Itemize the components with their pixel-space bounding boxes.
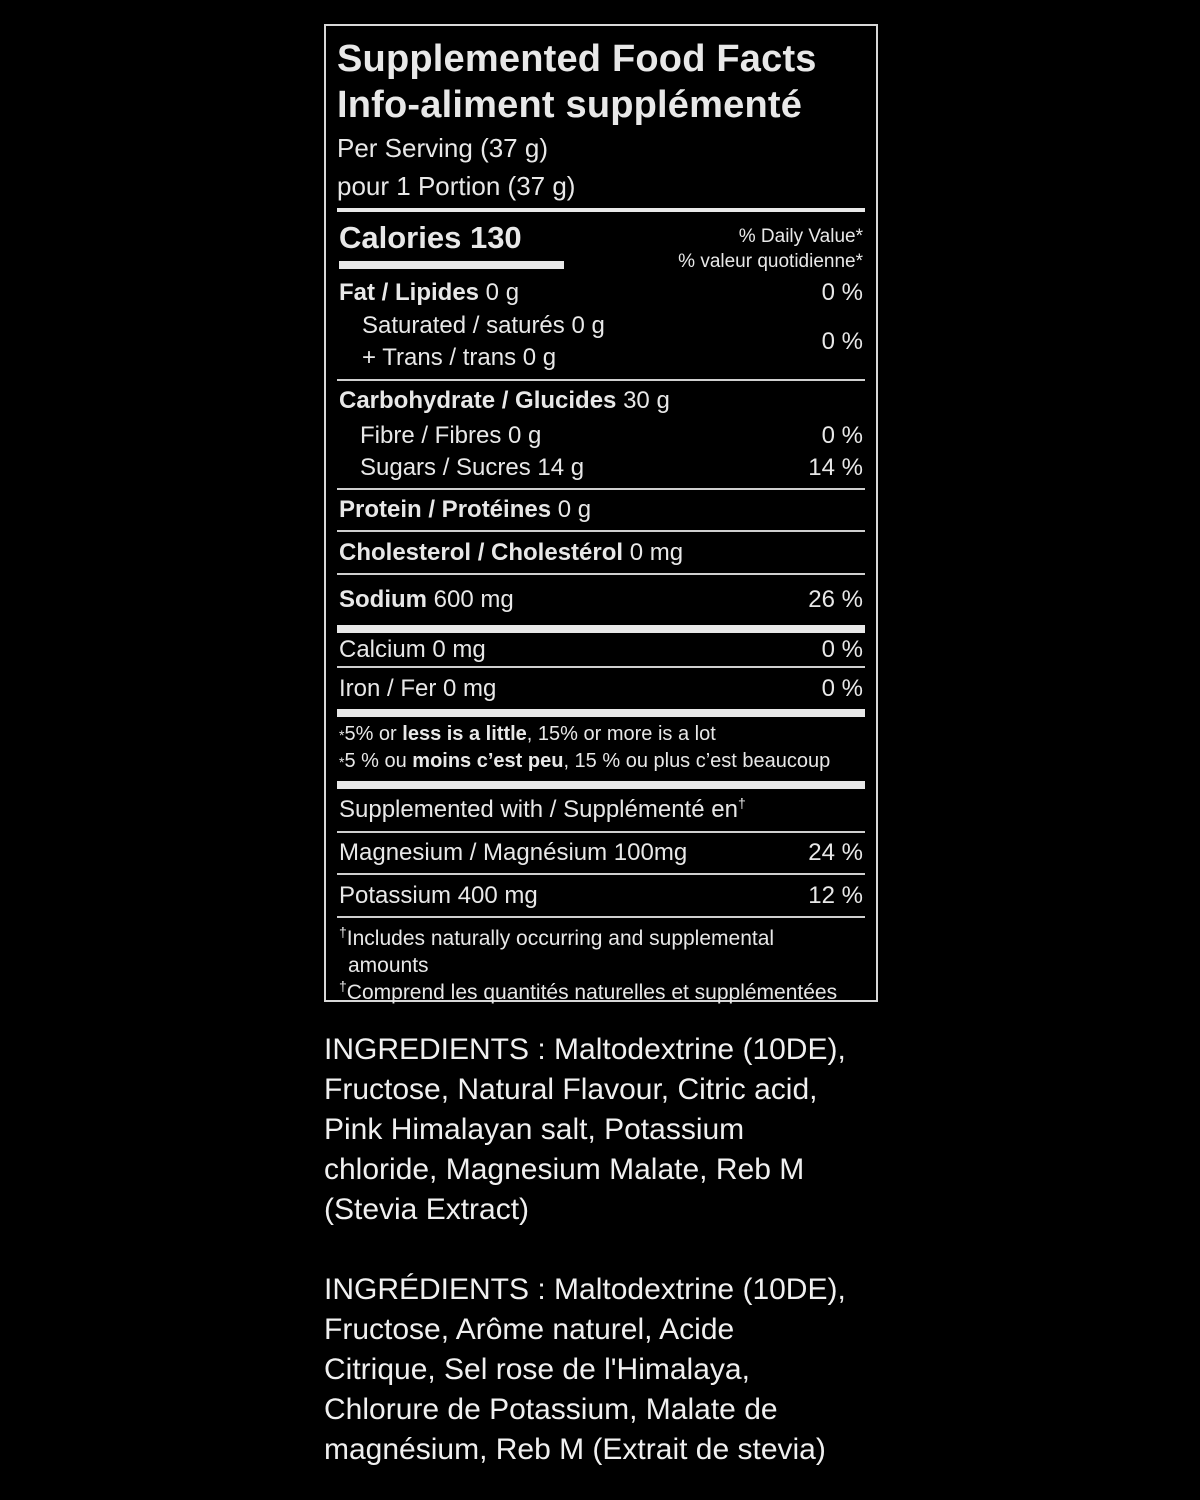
ingredients-fr-line: Citrique, Sel rose de l'Himalaya,: [324, 1353, 750, 1386]
sugars-row: [337, 452, 865, 484]
title-fr: Info-aliment supplémenté: [337, 84, 803, 126]
sodium-pct: 26 %: [808, 586, 863, 613]
cholesterol-amount: 0 mg: [623, 538, 684, 566]
note-en-a: 5% or: [344, 723, 403, 745]
ingredients-en: [324, 1030, 884, 1230]
calories-section: [337, 212, 865, 276]
calories-underline: [339, 261, 564, 269]
fibre-pct: 0 %: [821, 422, 863, 449]
note-star: *: [339, 754, 345, 770]
note-en: [337, 721, 865, 748]
fibre-text: Fibre / Fibres 0 g: [360, 422, 542, 449]
carb-name: Carbohydrate / Glucides: [339, 387, 617, 414]
footnote-en-1: Includes naturally occurring and supplemental: [346, 927, 775, 950]
nutrition-facts-panel: [324, 24, 878, 1002]
magnesium-row: [337, 833, 865, 873]
sat-trans-pct: 0 %: [821, 328, 863, 355]
sodium-name: Sodium: [339, 586, 427, 613]
magnesium-text: Magnesium / Magnésium 100mg: [339, 839, 688, 866]
dagger: †: [339, 924, 347, 940]
calcium-text: Calcium 0 mg: [339, 635, 486, 663]
dagger: †: [339, 978, 347, 994]
ingredients-en-line: INGREDIENTS : Maltodextrine (10DE),: [324, 1033, 846, 1066]
protein-name: Protein / Protéines: [339, 496, 552, 523]
cholesterol-name: Cholesterol / Cholestérol: [339, 538, 624, 566]
footnote-en-2: amounts: [348, 954, 429, 977]
note-star: *: [339, 727, 345, 743]
potassium-text: Potassium 400 mg: [339, 881, 538, 909]
divider: [337, 625, 865, 633]
ingredients-fr-line: Chlorure de Potassium, Malate de: [324, 1393, 778, 1426]
fat-name: Fat / Lipides: [339, 279, 480, 306]
divider: [337, 379, 865, 381]
trans: + Trans / trans 0 g: [362, 344, 557, 371]
sugars-pct: 14 %: [808, 454, 863, 481]
serving-en: Per Serving (37 g): [337, 133, 548, 163]
note-en-b: less is a little: [402, 723, 527, 745]
title-en: Supplemented Food Facts: [337, 38, 817, 80]
protein-amount: 0 g: [551, 496, 592, 523]
supplemented-text: Supplemented with / Supplémenté en: [339, 796, 738, 823]
sat-trans-block: [337, 310, 865, 374]
sodium-amount: 600 mg: [427, 586, 514, 613]
daily-value-header: [678, 224, 863, 274]
protein-row: [337, 490, 865, 530]
serving-fr: pour 1 Portion (37 g): [337, 171, 576, 201]
magnesium-pct: 24 %: [808, 839, 863, 866]
calcium-row: [337, 633, 865, 666]
carb-row: [337, 382, 865, 420]
divider: [337, 781, 865, 789]
fat-amount: 0 g: [479, 279, 520, 306]
carb-amount: 30 g: [616, 387, 670, 414]
note-fr-c: , 15 % ou plus c’est beaucoup: [563, 750, 831, 772]
fat-row: [337, 276, 865, 310]
dagger: †: [737, 795, 746, 811]
potassium-row: [337, 875, 865, 916]
ingredients-en-line: chloride, Magnesium Malate, Reb M: [324, 1153, 805, 1186]
divider: [337, 916, 865, 918]
ingredients-en-line: Fructose, Natural Flavour, Citric acid,: [324, 1073, 818, 1106]
calcium-pct: 0 %: [821, 635, 863, 663]
ingredients-fr-line: magnésium, Reb M (Extrait de stevia): [324, 1433, 826, 1466]
note-fr-b: moins c’est peu: [412, 750, 564, 772]
ingredients-en-line: Pink Himalayan salt, Potassium: [324, 1113, 745, 1146]
iron-pct: 0 %: [821, 674, 863, 702]
footnote-fr: [337, 979, 865, 1006]
footnote-en: [337, 925, 865, 979]
note-fr-a: 5 % ou: [344, 750, 413, 772]
ingredients-fr: [324, 1270, 884, 1470]
footnote-fr-text: Comprend les quantités naturelles et supplémentées: [346, 981, 838, 1004]
fat-pct: 0 %: [821, 279, 863, 306]
ingredients-en-line: (Stevia Extract): [324, 1193, 530, 1226]
fibre-row: [337, 420, 865, 452]
iron-text: Iron / Fer 0 mg: [339, 674, 497, 702]
ingredients-fr-line: Fructose, Arôme naturel, Acide: [324, 1313, 735, 1346]
note-en-c: , 15% or more is a lot: [526, 723, 716, 745]
potassium-pct: 12 %: [808, 881, 863, 909]
saturated: Saturated / saturés 0 g: [362, 312, 605, 339]
sugars-text: Sugars / Sucres 14 g: [360, 454, 585, 481]
note-fr: [337, 748, 865, 775]
dv-en: % Daily Value*: [738, 226, 863, 247]
sodium-row: [337, 575, 865, 625]
divider: [337, 709, 865, 717]
calories: Calories 130: [339, 220, 522, 255]
cholesterol-row: [337, 532, 865, 573]
iron-row: [337, 668, 865, 709]
supplemented-header: [337, 789, 865, 831]
sat-trans-lines: [339, 310, 605, 374]
dv-fr: % valeur quotidienne*: [678, 251, 863, 272]
ingredients-fr-line: INGRÉDIENTS : Maltodextrine (10DE),: [324, 1273, 846, 1306]
